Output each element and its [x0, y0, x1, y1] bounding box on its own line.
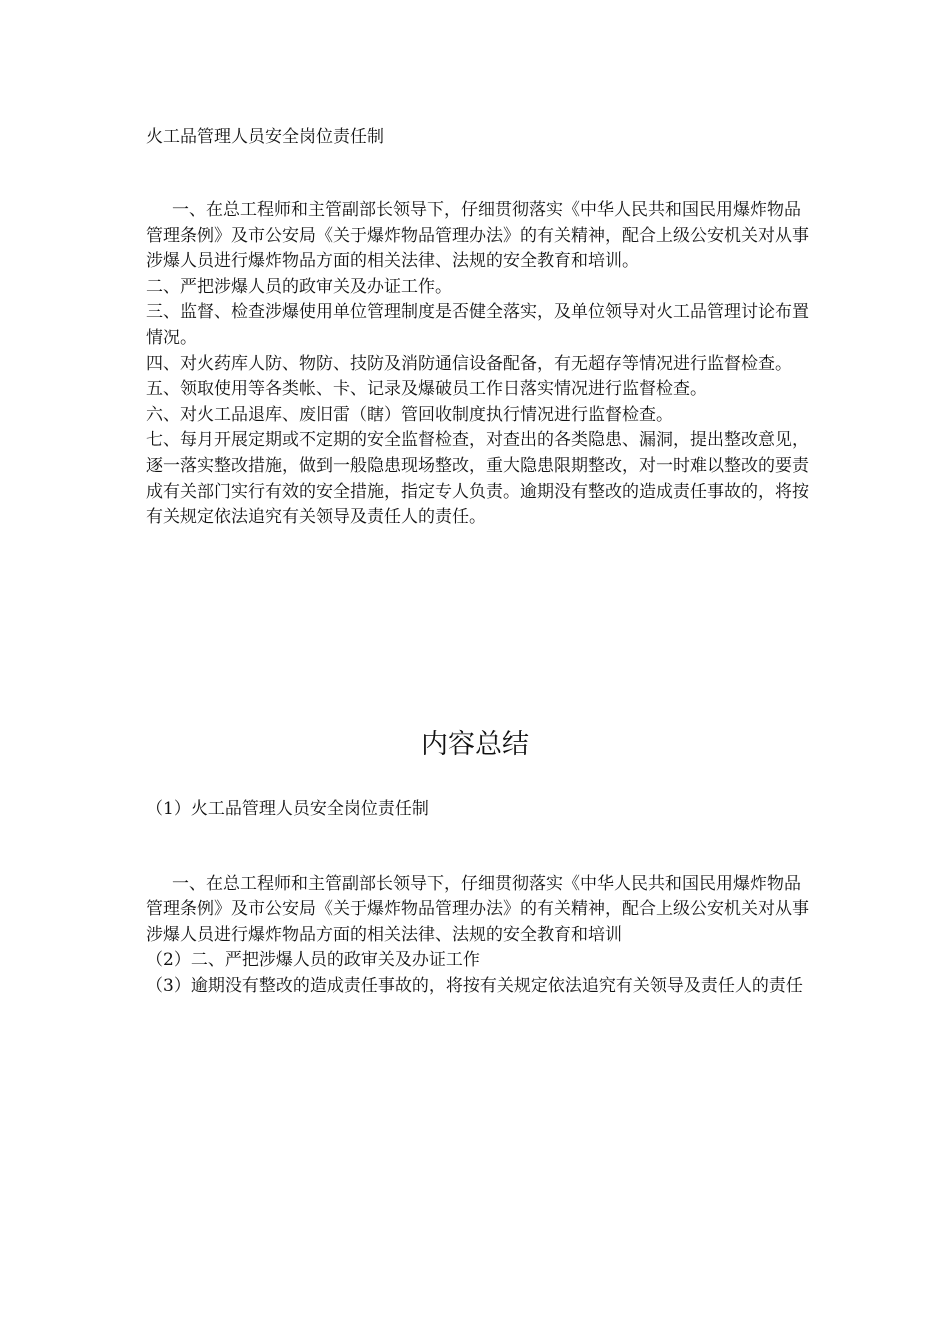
- summary-item-2: （2）二、严把涉爆人员的政审关及办证工作: [146, 950, 480, 971]
- paragraph-2: 二、严把涉爆人员的政审关及办证工作。: [146, 276, 452, 297]
- summary-item-1-detail: 一、在总工程师和主管副部长领导下，仔细贯彻落实《中华人民共和国民用爆炸物品管理条例》及市公安局《关于爆炸物品管理办法》的有关精神，配合上级公安机关对从事涉爆人员进行爆炸物品方面的相关法律、法规的安全教育和培训: [146, 874, 809, 945]
- summary-body: [146, 872, 810, 999]
- paragraph-4: 四、对火药库人防、物防、技防及消防通信设备配备，有无超存等情况进行监督检查。: [146, 353, 792, 374]
- paragraph-5: 五、领取使用等各类帐、卡、记录及爆破员工作日落实情况进行监督检查。: [146, 379, 707, 400]
- paragraph-6: 六、对火工品退库、废旧雷（瞎）管回收制度执行情况进行监督检查。: [146, 404, 673, 425]
- paragraph-1: 一、在总工程师和主管副部长领导下，仔细贯彻落实《中华人民共和国民用爆炸物品管理条例》及市公安局《关于爆炸物品管理办法》的有关精神，配合上级公安机关对从事涉爆人员进行爆炸物品方面的相关法律、法规的安全教育和培训。: [146, 200, 809, 272]
- summary-item-3: （3）逾期没有整改的造成责任事故的，将按有关规定依法追究有关领导及责任人的责任: [146, 975, 803, 996]
- summary-item-1: （1）火工品管理人员安全岗位责任制: [146, 799, 429, 819]
- paragraph-7: 七、每月开展定期或不定期的安全监督检查，对查出的各类隐患、漏洞，提出整改意见，逐一落实整改措施，做到一般隐患现场整改，重大隐患限期整改，对一时难以整改的要责成有关部门实行有效的安全措施，指定专人负责。逾期没有整改的造成责任事故的，将按有关规定依法追究有关领导及责任人的责任。: [146, 430, 809, 528]
- document-body: [146, 198, 810, 531]
- document-title: 火工品管理人员安全岗位责任制: [146, 127, 384, 147]
- paragraph-3: 三、监督、检查涉爆使用单位管理制度是否健全落实，及单位领导对火工品管理讨论布置情况。: [146, 302, 809, 348]
- summary-heading: 内容总结: [421, 729, 529, 760]
